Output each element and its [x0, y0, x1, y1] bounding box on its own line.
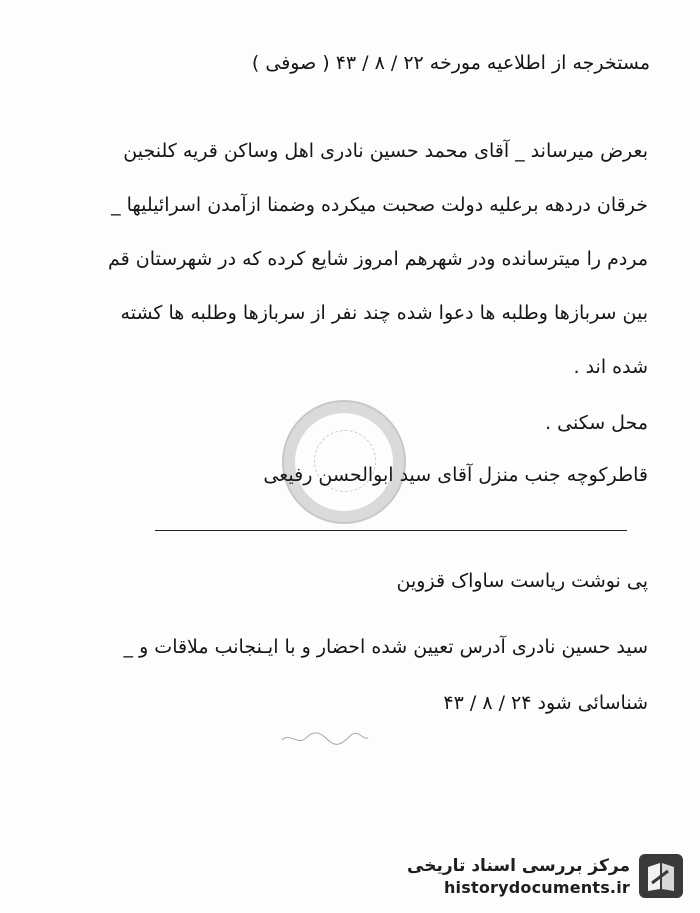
postscript-line-2: شناسائی شود ۲۴ / ۸ / ۴۳ [443, 692, 648, 714]
handwritten-scribble [280, 728, 370, 748]
footer-logo [407, 853, 684, 899]
postscript-line-1: سید حسین نادری آدرس تعیین شده احضار و با ایـنجانب ملاقات و _ [123, 636, 648, 658]
body-line-4: بین سربازها وطلبه ها دعوا شده چند نفر از سربازها وطلبه ها کشته [120, 302, 648, 324]
body-line-2: خرقان دردهه برعلیه دولت صحبت میکرده وضمنا ازآمدن اسرائیلیها _ [111, 194, 648, 216]
body-line-5: شده اند . [573, 356, 648, 378]
footer-url: historydocuments.ir [443, 877, 630, 897]
body-line-1: بعرض میرساند _ آقای محمد حسین نادری اهل وساکن قریه کلنجین [123, 140, 648, 162]
location-address: قاطرکوچه جنب منزل آقای سید ابوالحسن رفیعی [263, 464, 648, 486]
body-line-3: مردم را میترسانده ودر شهرهم امروز شایع کرده که در شهرستان قم [108, 248, 648, 270]
book-icon [638, 853, 684, 899]
location-label: محل سکنی . [545, 412, 648, 434]
footer-text [407, 856, 630, 897]
footer-org-name: مرکز بررسی اسناد تاریخی [407, 855, 630, 876]
document-header: مستخرجه از اطلاعیه مورخه ۲۲ / ۸ / ۴۳ ( صوفی ) [251, 52, 650, 74]
stamp-inner-ring [314, 430, 376, 492]
postscript-title: پی نوشت ریاست ساواک قزوین [396, 570, 648, 592]
circular-stamp [282, 400, 406, 524]
separator-line [155, 530, 627, 531]
